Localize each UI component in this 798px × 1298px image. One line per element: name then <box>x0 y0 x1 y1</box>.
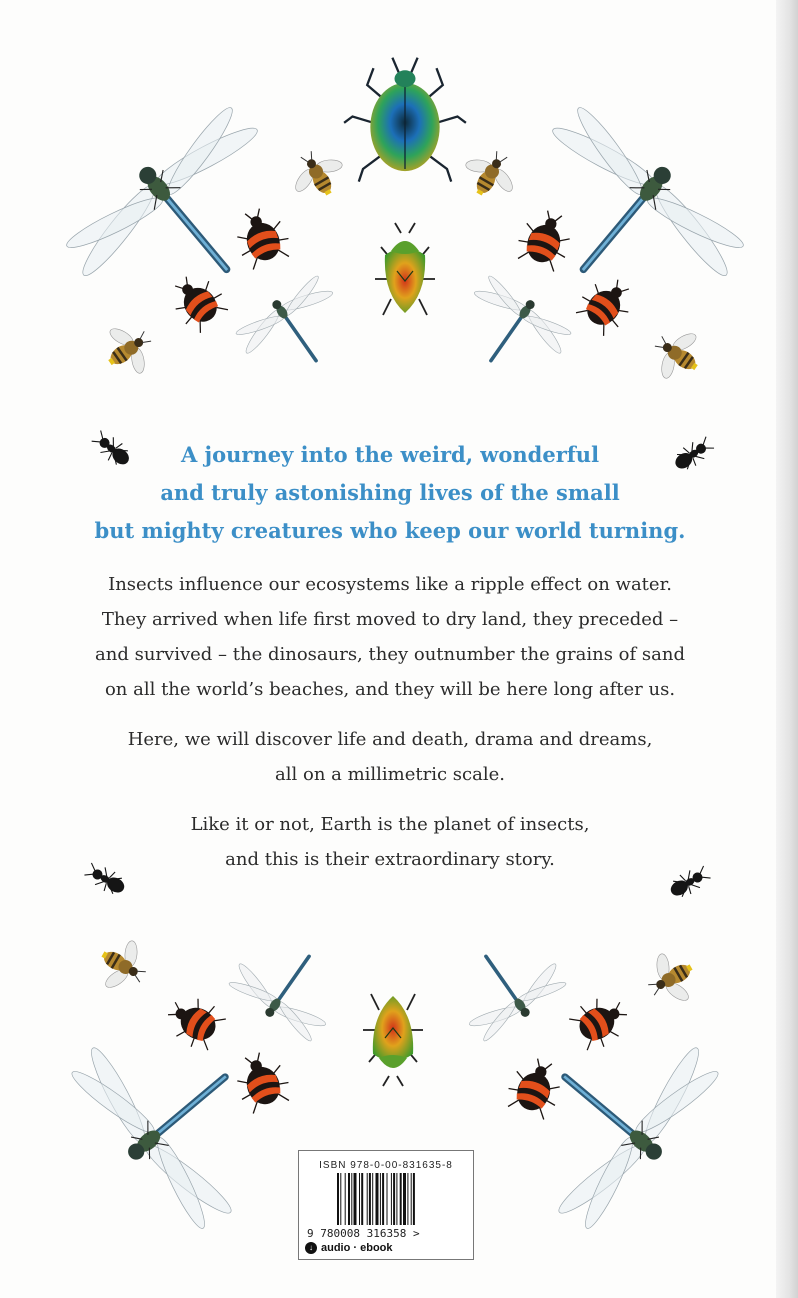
blurb-p1-line-2: They arrived when life first moved to dry land, they preceded – <box>101 609 679 630</box>
carrion-beetle-mid-right <box>572 269 641 339</box>
blurb-paragraph-2 <box>60 722 720 792</box>
damselfly-top-left <box>230 270 362 393</box>
barcode-digits: 9 780008 316358 > <box>307 1227 420 1240</box>
tagline-line-2: and truly astonishing lives of the small <box>160 480 620 505</box>
carrion-beetle-mid-left <box>163 266 232 336</box>
jewel-beetle-top <box>344 58 466 182</box>
damselfly-top-right <box>446 270 578 393</box>
blurb-paragraph-3 <box>60 807 720 877</box>
tagline-line-1: A journey into the weird, wonderful <box>180 442 600 467</box>
audio-ebook-badge <box>305 1242 393 1254</box>
carrion-beetle-bottom-left <box>229 1047 294 1116</box>
bee-mid-right <box>642 318 712 391</box>
bee-top-left <box>281 140 353 208</box>
chafer-beetle-top <box>375 223 435 315</box>
carrion-beetle-bottom-right <box>503 1053 568 1122</box>
blurb-p2-line-1: Here, we will discover life and death, drama and dreams, <box>127 729 653 750</box>
carrion-beetle-top-right <box>513 205 578 274</box>
download-arrow-icon: ↓ <box>305 1242 317 1254</box>
bee-top-right <box>454 140 526 208</box>
bee-mid-left <box>94 313 164 386</box>
blurb-p2-line-2: all on a millimetric scale. <box>275 764 505 785</box>
bee-lower-right <box>637 942 705 1014</box>
tagline <box>60 436 720 550</box>
blurb-p1-line-1: Insects influence our ecosystems like a ripple effect on water. <box>108 574 672 595</box>
dragonfly-bottom-left <box>60 991 298 1240</box>
blurb <box>60 567 720 892</box>
blurb-p3-line-1: Like it or not, Earth is the planet of insects, <box>190 814 590 835</box>
blurb-p3-line-2: and this is their extraordinary story. <box>225 849 555 870</box>
barcode-panel <box>298 1150 474 1260</box>
bee-lower-left <box>89 929 157 1001</box>
damselfly-lower-left <box>223 924 355 1047</box>
tagline-line-3: but mighty creatures who keep our world turning. <box>94 518 686 543</box>
audio-ebook-label: audio · ebook <box>321 1242 393 1254</box>
carrion-beetle-top-left <box>229 203 294 272</box>
isbn-label: ISBN 978-0-00-831635-8 <box>319 1160 453 1171</box>
carrion-beetle-lower-left <box>160 988 229 1055</box>
carrion-beetle-lower-right <box>566 988 635 1055</box>
damselfly-lower-right <box>441 924 573 1047</box>
blurb-p1-line-4: on all the world’s beaches, and they will be here long after us. <box>104 679 676 700</box>
chafer-beetle-bottom <box>363 994 423 1086</box>
barcode-bars <box>335 1173 445 1225</box>
blurb-paragraph-1 <box>60 567 720 707</box>
blurb-p1-line-3: and survived – the dinosaurs, they outnumber the grains of sand <box>95 644 685 665</box>
